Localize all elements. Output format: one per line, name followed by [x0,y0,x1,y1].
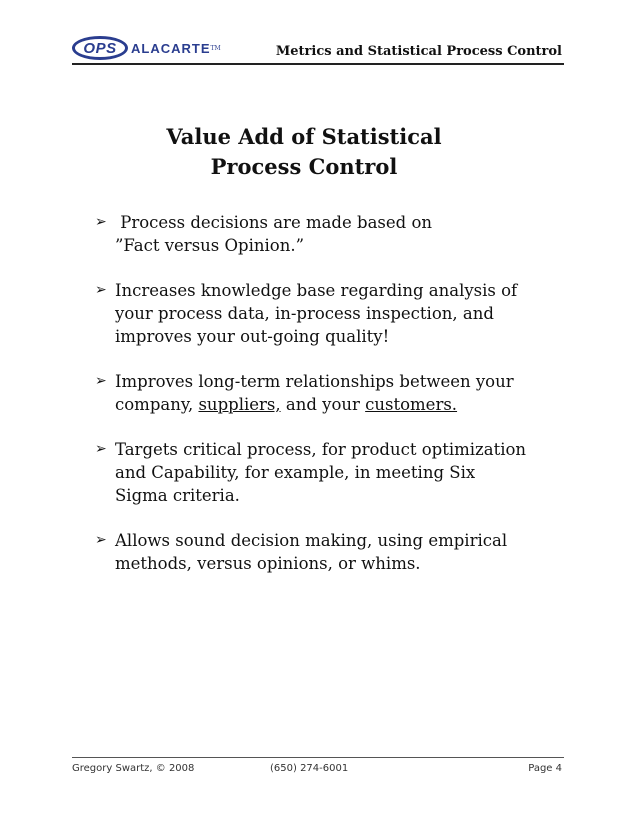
bullet-5-line-2: methods, versus opinions, or whims. [115,554,421,573]
bullet-5-line-1: Allows sound decision making, using empirical [115,531,508,550]
ops-logo-oval [72,36,128,60]
page-title-line-1: Value Add of Statistical [166,124,442,149]
bullet-4-line-2: and Capability, for example, in meeting Six [115,463,476,482]
page-title-line-2: Process Control [210,154,398,179]
bullet-2-line-1: Increases knowledge base regarding analysis of [115,281,518,300]
footer-author: Gregory Swartz, © 2008 [72,763,195,774]
ops-alacarte-logo [72,35,221,61]
bullet-3-text-company: company, [115,395,199,414]
arrow-bullet-icon: ➢ [95,214,107,230]
bullet-4-line-3: Sigma criteria. [115,486,240,505]
arrow-bullet-icon: ➢ [95,532,107,548]
logo-alacarte-text: ALACARTE [131,40,211,56]
bullet-4-line-1: Targets critical process, for product optimization [115,440,527,459]
header-title: Metrics and Statistical Process Control [275,44,562,59]
page-title [0,122,608,182]
footer-divider [72,757,564,758]
footer-phone: (650) 274-6001 [270,763,349,774]
bullet-3-text-and-your: and your [280,395,366,414]
bullet-item-5 [95,529,575,575]
bullet-item-2 [95,279,575,348]
logo-ops-text: OPS [83,39,117,57]
logo-trademark: TM [210,44,221,52]
bullet-1-line-1: Process decisions are made based on [115,213,433,232]
bullet-item-1 [95,211,575,257]
customers-underlined-text: customers. [365,395,458,414]
footer-page-number: Page 4 [528,763,562,774]
bullet-1-line-2: ”Fact versus Opinion.” [115,236,305,255]
bullet-3-line-1: Improves long-term relationships between your [115,372,514,391]
arrow-bullet-icon: ➢ [95,282,107,298]
bullet-2-line-3: improves your out-going quality! [115,327,390,346]
bullet-item-4 [95,438,575,507]
bullet-2-line-2: your process data, in-process inspection, and [115,304,494,323]
bullet-3-line-2 [115,393,575,416]
bullet-item-3 [95,370,575,416]
arrow-bullet-icon: ➢ [95,373,107,389]
arrow-bullet-icon: ➢ [95,441,107,457]
header-divider [72,63,564,65]
bullet-list [95,211,575,597]
suppliers-underlined-text: suppliers, [198,395,281,414]
